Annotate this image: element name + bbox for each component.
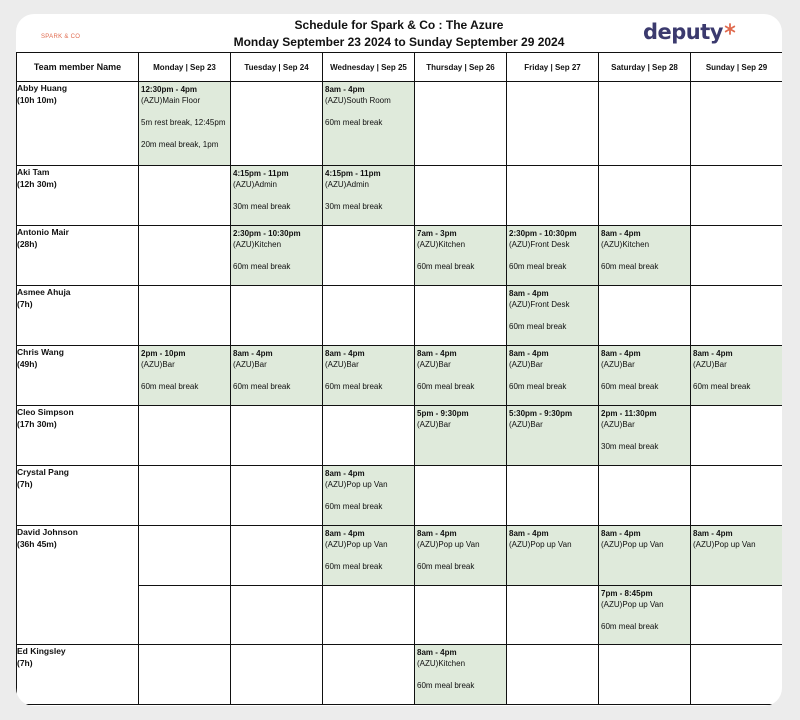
schedule-title: Schedule for Spark & Co : The Azure [294, 18, 504, 32]
member-name: Cleo Simpson [17, 407, 74, 417]
shift-cell[interactable] [691, 526, 783, 586]
shift-block [231, 166, 322, 212]
shift-break: 30m meal break [233, 202, 291, 211]
shift-cell[interactable] [599, 346, 691, 406]
shift-cell[interactable] [323, 166, 415, 226]
table-row [17, 286, 783, 346]
shift-break: 60m meal break [601, 262, 659, 271]
empty-day-cell [231, 286, 323, 346]
schedule-header [16, 14, 782, 54]
member-hours: (7h) [17, 658, 33, 668]
day-header-saturday: Saturday | Sep 28 [599, 53, 691, 82]
shift-break: 60m meal break [417, 681, 475, 690]
shift-block [599, 586, 690, 632]
table-row [17, 526, 783, 586]
shift-block [507, 286, 598, 332]
shift-cell[interactable] [507, 406, 599, 466]
table-row [17, 226, 783, 286]
shift-break: 60m meal break [233, 382, 291, 391]
shift-break: 60m meal break [509, 322, 567, 331]
shift-time: 4:15pm - 11pm [233, 169, 289, 178]
empty-day-cell [507, 82, 599, 166]
empty-day-cell [691, 466, 783, 526]
shift-time: 8am - 4pm [693, 529, 733, 538]
shift-cell[interactable] [415, 226, 507, 286]
shift-cell[interactable] [507, 226, 599, 286]
shift-location: (AZU)Bar [693, 360, 727, 369]
empty-day-cell [231, 645, 323, 705]
shift-time: 8am - 4pm [601, 529, 641, 538]
empty-day-cell [139, 286, 231, 346]
shift-block [691, 346, 782, 392]
shift-break: 60m meal break [141, 382, 199, 391]
team-member-cell [17, 406, 139, 466]
day-header-friday: Friday | Sep 27 [507, 53, 599, 82]
shift-cell[interactable] [415, 645, 507, 705]
table-row [17, 82, 783, 166]
empty-day-cell [139, 226, 231, 286]
shift-time: 8am - 4pm [417, 349, 457, 358]
shift-time: 8am - 4pm [325, 469, 365, 478]
member-name: Ed Kingsley [17, 646, 66, 656]
shift-time: 8am - 4pm [325, 349, 365, 358]
shift-time: 8am - 4pm [417, 648, 457, 657]
shift-break: 60m meal break [417, 262, 475, 271]
member-name: Aki Tam [17, 167, 50, 177]
shift-block [415, 406, 506, 430]
shift-break: 60m meal break [325, 118, 383, 127]
shift-time: 8am - 4pm [693, 349, 733, 358]
empty-day-cell [139, 466, 231, 526]
member-hours: (12h 30m) [17, 179, 57, 189]
shift-break: 60m meal break [509, 382, 567, 391]
empty-day-cell [507, 645, 599, 705]
shift-cell[interactable] [599, 586, 691, 645]
shift-block [139, 82, 230, 150]
shift-block [507, 406, 598, 430]
shift-block [323, 466, 414, 512]
shift-location: (AZU)Front Desk [509, 300, 570, 309]
empty-day-cell [231, 406, 323, 466]
day-header-wednesday: Wednesday | Sep 25 [323, 53, 415, 82]
shift-location: (AZU)Bar [417, 420, 451, 429]
empty-day-cell [323, 286, 415, 346]
shift-cell[interactable] [231, 346, 323, 406]
member-name: Crystal Pang [17, 467, 69, 477]
member-column-header: Team member Name [17, 53, 139, 82]
shift-cell[interactable] [323, 82, 415, 166]
shift-block [323, 82, 414, 128]
table-header-row [17, 53, 783, 82]
shift-break: 60m meal break [417, 562, 475, 571]
shift-block [415, 346, 506, 392]
shift-location: (AZU)Bar [509, 360, 543, 369]
empty-day-cell [415, 466, 507, 526]
member-name: Asmee Ahuja [17, 287, 71, 297]
shift-block [231, 226, 322, 272]
shift-block [323, 526, 414, 572]
shift-time: 8am - 4pm [601, 229, 641, 238]
shift-location: (AZU)Bar [417, 360, 451, 369]
schedule-body [17, 82, 783, 705]
shift-block [691, 526, 782, 550]
shift-location: (AZU)Admin [325, 180, 370, 189]
shift-break: 5m rest break, 12:45pm [141, 118, 226, 127]
empty-day-cell [507, 586, 599, 645]
empty-day-cell [691, 286, 783, 346]
shift-cell[interactable] [507, 526, 599, 586]
shift-break: 20m meal break, 1pm [141, 140, 219, 149]
empty-day-cell [599, 466, 691, 526]
shift-time: 8am - 4pm [325, 529, 365, 538]
shift-block [323, 346, 414, 392]
logo-wordmark: deputy [643, 20, 723, 44]
empty-day-cell [323, 586, 415, 645]
shift-cell[interactable] [231, 166, 323, 226]
shift-time: 8am - 4pm [509, 529, 549, 538]
empty-day-cell [415, 286, 507, 346]
schedule-date-range: Monday September 23 2024 to Sunday September 29 2024 [233, 35, 565, 49]
shift-location: (AZU)Kitchen [417, 659, 466, 668]
team-member-cell [17, 82, 139, 166]
day-header-monday: Monday | Sep 23 [139, 53, 231, 82]
shift-location: (AZU)Pop up Van [509, 540, 572, 549]
shift-break: 60m meal break [325, 382, 383, 391]
member-hours: (7h) [17, 299, 33, 309]
shift-block [323, 166, 414, 212]
member-name: Abby Huang [17, 83, 68, 93]
shift-block [507, 526, 598, 550]
schedule-page [16, 14, 782, 706]
shift-block [599, 406, 690, 452]
shift-location: (AZU)South Room [325, 96, 391, 105]
shift-break: 60m meal break [693, 382, 751, 391]
empty-day-cell [691, 82, 783, 166]
shift-cell[interactable] [323, 346, 415, 406]
shift-time: 8am - 4pm [601, 349, 641, 358]
shift-location: (AZU)Bar [601, 420, 635, 429]
member-hours: (10h 10m) [17, 95, 57, 105]
team-member-cell [17, 645, 139, 705]
shift-location: (AZU)Pop up Van [693, 540, 756, 549]
empty-day-cell [139, 166, 231, 226]
empty-day-cell [691, 226, 783, 286]
team-member-cell [17, 286, 139, 346]
shift-break: 30m meal break [325, 202, 383, 211]
empty-day-cell [507, 166, 599, 226]
shift-time: 8am - 4pm [509, 289, 549, 298]
empty-day-cell [231, 586, 323, 645]
shift-time: 8am - 4pm [325, 85, 365, 94]
team-member-cell [17, 466, 139, 526]
shift-time: 8am - 4pm [509, 349, 549, 358]
empty-day-cell [231, 82, 323, 166]
empty-day-cell [139, 526, 231, 586]
schedule-table [16, 52, 782, 705]
shift-time: 2:30pm - 10:30pm [509, 229, 577, 238]
shift-cell[interactable] [139, 346, 231, 406]
shift-location: (AZU)Pop up Van [325, 540, 388, 549]
shift-cell[interactable] [599, 526, 691, 586]
member-name: Antonio Mair [17, 227, 69, 237]
shift-time: 4:15pm - 11pm [325, 169, 381, 178]
empty-day-cell [231, 466, 323, 526]
shift-location: (AZU)Main Floor [141, 96, 201, 105]
shift-time: 5pm - 9:30pm [417, 409, 469, 418]
shift-break: 60m meal break [509, 262, 567, 271]
member-hours: (7h) [17, 479, 33, 489]
empty-day-cell [323, 645, 415, 705]
empty-day-cell [415, 82, 507, 166]
empty-day-cell [323, 226, 415, 286]
shift-time: 8am - 4pm [417, 529, 457, 538]
shift-location: (AZU)Pop up Van [417, 540, 480, 549]
member-name: David Johnson [17, 527, 78, 537]
empty-day-cell [691, 406, 783, 466]
shift-cell[interactable] [323, 466, 415, 526]
empty-day-cell [139, 586, 231, 645]
empty-day-cell [231, 526, 323, 586]
shift-break: 60m meal break [601, 622, 659, 631]
day-header-thursday: Thursday | Sep 26 [415, 53, 507, 82]
member-hours: (28h) [17, 239, 38, 249]
shift-time: 2pm - 10pm [141, 349, 186, 358]
shift-break: 60m meal break [417, 382, 475, 391]
shift-cell[interactable] [691, 346, 783, 406]
shift-block [507, 346, 598, 392]
empty-day-cell [599, 645, 691, 705]
shift-cell[interactable] [415, 406, 507, 466]
table-row [17, 406, 783, 466]
shift-location: (AZU)Bar [601, 360, 635, 369]
shift-block [507, 226, 598, 272]
empty-day-cell [139, 645, 231, 705]
shift-cell[interactable] [323, 526, 415, 586]
shift-time: 12:30pm - 4pm [141, 85, 198, 94]
member-hours: (36h 45m) [17, 539, 57, 549]
shift-block [415, 645, 506, 691]
empty-day-cell [415, 586, 507, 645]
shift-location: (AZU)Bar [325, 360, 359, 369]
shift-time: 5:30pm - 9:30pm [509, 409, 573, 418]
shift-cell[interactable] [139, 82, 231, 166]
table-row [17, 645, 783, 705]
shift-cell[interactable] [415, 346, 507, 406]
empty-day-cell [691, 645, 783, 705]
member-name: Chris Wang [17, 347, 64, 357]
shift-location: (AZU)Admin [233, 180, 278, 189]
table-row [17, 346, 783, 406]
shift-block [139, 346, 230, 392]
shift-block [231, 346, 322, 392]
shift-cell[interactable] [507, 346, 599, 406]
shift-location: (AZU)Kitchen [601, 240, 650, 249]
shift-location: (AZU)Bar [509, 420, 543, 429]
shift-location: (AZU)Pop up Van [325, 480, 388, 489]
empty-day-cell [415, 166, 507, 226]
member-hours: (17h 30m) [17, 419, 57, 429]
day-header-sunday: Sunday | Sep 29 [691, 53, 783, 82]
shift-location: (AZU)Pop up Van [601, 600, 664, 609]
shift-block [415, 526, 506, 572]
shift-cell[interactable] [507, 286, 599, 346]
empty-day-cell [323, 406, 415, 466]
team-member-cell [17, 526, 139, 645]
shift-break: 60m meal break [233, 262, 291, 271]
shift-time: 7am - 3pm [417, 229, 457, 238]
shift-location: (AZU)Kitchen [417, 240, 466, 249]
shift-block [599, 226, 690, 272]
shift-time: 2:30pm - 10:30pm [233, 229, 301, 238]
shift-cell[interactable] [599, 406, 691, 466]
company-label: SPARK & CO [41, 34, 81, 40]
shift-cell[interactable] [231, 226, 323, 286]
shift-time: 8am - 4pm [233, 349, 273, 358]
team-member-cell [17, 346, 139, 406]
shift-cell[interactable] [415, 526, 507, 586]
shift-cell[interactable] [599, 226, 691, 286]
shift-location: (AZU)Kitchen [233, 240, 282, 249]
day-header-tuesday: Tuesday | Sep 24 [231, 53, 323, 82]
table-row [17, 466, 783, 526]
shift-break: 60m meal break [325, 562, 383, 571]
empty-day-cell [691, 586, 783, 645]
team-member-cell [17, 226, 139, 286]
shift-location: (AZU)Bar [141, 360, 175, 369]
shift-location: (AZU)Bar [233, 360, 267, 369]
shift-block [415, 226, 506, 272]
empty-day-cell [599, 286, 691, 346]
shift-location: (AZU)Pop up Van [601, 540, 664, 549]
empty-day-cell [599, 82, 691, 166]
shift-time: 7pm - 8:45pm [601, 589, 653, 598]
empty-day-cell [599, 166, 691, 226]
shift-block [599, 346, 690, 392]
shift-location: (AZU)Front Desk [509, 240, 570, 249]
member-hours: (49h) [17, 359, 38, 369]
shift-block [599, 526, 690, 550]
empty-day-cell [507, 466, 599, 526]
shift-time: 2pm - 11:30pm [601, 409, 657, 418]
deputy-logo [643, 19, 736, 45]
table-row [17, 166, 783, 226]
shift-break: 60m meal break [325, 502, 383, 511]
shift-break: 60m meal break [601, 382, 659, 391]
shift-break: 30m meal break [601, 442, 659, 451]
asterisk-icon [724, 23, 736, 35]
empty-day-cell [691, 166, 783, 226]
team-member-cell [17, 166, 139, 226]
empty-day-cell [139, 406, 231, 466]
